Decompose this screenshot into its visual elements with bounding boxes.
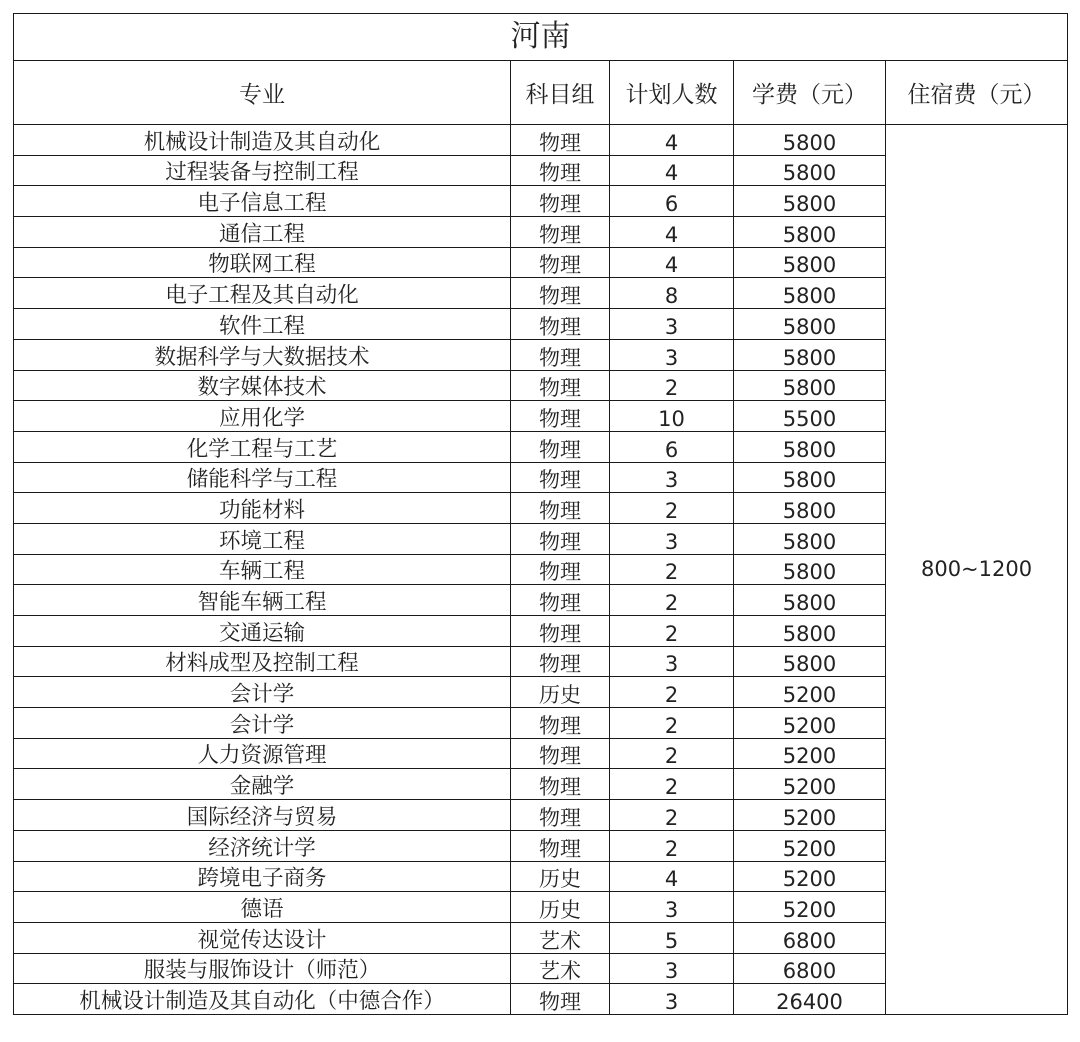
cell-major: 物联网工程 (14, 247, 511, 278)
cell-major: 环境工程 (14, 523, 511, 554)
cell-subject-group: 物理 (511, 217, 610, 248)
cell-subject-group: 物理 (511, 155, 610, 186)
cell-tuition: 5800 (734, 247, 886, 278)
cell-planned-count: 2 (610, 370, 734, 401)
cell-planned-count: 2 (610, 677, 734, 708)
cell-tuition: 26400 (734, 984, 886, 1015)
cell-major: 化学工程与工艺 (14, 431, 511, 462)
cell-subject-group: 物理 (511, 309, 610, 340)
cell-planned-count: 10 (610, 401, 734, 432)
header-row (14, 61, 1068, 125)
cell-planned-count: 4 (610, 247, 734, 278)
cell-dorm-fee: 800~1200 (886, 125, 1068, 1015)
cell-subject-group: 物理 (511, 585, 610, 616)
cell-planned-count: 3 (610, 339, 734, 370)
cell-major: 应用化学 (14, 401, 511, 432)
cell-planned-count: 6 (610, 431, 734, 462)
cell-subject-group: 物理 (511, 370, 610, 401)
cell-major: 软件工程 (14, 309, 511, 340)
cell-major: 智能车辆工程 (14, 585, 511, 616)
cell-subject-group: 物理 (511, 646, 610, 677)
cell-major: 视觉传达设计 (14, 922, 511, 953)
header-major: 专业 (14, 61, 511, 125)
table-title: 河南 (14, 14, 1068, 61)
cell-planned-count: 4 (610, 861, 734, 892)
cell-subject-group: 物理 (511, 523, 610, 554)
cell-planned-count: 6 (610, 186, 734, 217)
cell-major: 储能科学与工程 (14, 462, 511, 493)
cell-tuition: 5800 (734, 462, 886, 493)
cell-subject-group: 物理 (511, 462, 610, 493)
cell-major: 数据科学与大数据技术 (14, 339, 511, 370)
cell-planned-count: 5 (610, 922, 734, 953)
cell-subject-group: 物理 (511, 186, 610, 217)
cell-tuition: 5200 (734, 708, 886, 739)
cell-planned-count: 2 (610, 493, 734, 524)
cell-subject-group: 物理 (511, 738, 610, 769)
cell-subject-group: 艺术 (511, 953, 610, 984)
header-subject-group: 科目组 (511, 61, 610, 125)
cell-tuition: 5800 (734, 616, 886, 647)
cell-major: 会计学 (14, 677, 511, 708)
cell-subject-group: 物理 (511, 830, 610, 861)
cell-major: 功能材料 (14, 493, 511, 524)
cell-planned-count: 8 (610, 278, 734, 309)
cell-tuition: 5800 (734, 646, 886, 677)
cell-planned-count: 4 (610, 217, 734, 248)
cell-major: 机械设计制造及其自动化（中德合作） (14, 984, 511, 1015)
cell-tuition: 5800 (734, 217, 886, 248)
cell-tuition: 5800 (734, 155, 886, 186)
cell-planned-count: 2 (610, 769, 734, 800)
cell-planned-count: 2 (610, 830, 734, 861)
cell-major: 人力资源管理 (14, 738, 511, 769)
admission-plan-table (13, 13, 1068, 1015)
cell-tuition: 5800 (734, 431, 886, 462)
cell-tuition: 6800 (734, 953, 886, 984)
header-planned-count: 计划人数 (610, 61, 734, 125)
cell-planned-count: 4 (610, 155, 734, 186)
cell-subject-group: 物理 (511, 339, 610, 370)
cell-tuition: 5800 (734, 523, 886, 554)
header-tuition: 学费（元） (734, 61, 886, 125)
cell-subject-group: 物理 (511, 493, 610, 524)
cell-planned-count: 2 (610, 616, 734, 647)
cell-major: 电子信息工程 (14, 186, 511, 217)
cell-subject-group: 艺术 (511, 922, 610, 953)
cell-major: 机械设计制造及其自动化 (14, 125, 511, 156)
cell-planned-count: 3 (610, 462, 734, 493)
cell-planned-count: 3 (610, 523, 734, 554)
cell-subject-group: 物理 (511, 125, 610, 156)
cell-tuition: 6800 (734, 922, 886, 953)
cell-subject-group: 物理 (511, 554, 610, 585)
cell-subject-group: 物理 (511, 278, 610, 309)
cell-subject-group: 物理 (511, 984, 610, 1015)
cell-tuition: 5800 (734, 554, 886, 585)
cell-tuition: 5800 (734, 370, 886, 401)
cell-tuition: 5200 (734, 830, 886, 861)
cell-subject-group: 历史 (511, 677, 610, 708)
cell-planned-count: 4 (610, 125, 734, 156)
cell-planned-count: 3 (610, 984, 734, 1015)
cell-subject-group: 历史 (511, 861, 610, 892)
cell-major: 会计学 (14, 708, 511, 739)
cell-planned-count: 2 (610, 554, 734, 585)
cell-planned-count: 3 (610, 309, 734, 340)
cell-tuition: 5800 (734, 585, 886, 616)
header-dorm-fee: 住宿费（元） (886, 61, 1068, 125)
cell-tuition: 5500 (734, 401, 886, 432)
table-body (14, 125, 1068, 1015)
cell-major: 跨境电子商务 (14, 861, 511, 892)
cell-major: 通信工程 (14, 217, 511, 248)
cell-tuition: 5200 (734, 861, 886, 892)
cell-planned-count: 2 (610, 708, 734, 739)
cell-major: 电子工程及其自动化 (14, 278, 511, 309)
cell-major: 交通运输 (14, 616, 511, 647)
cell-planned-count: 2 (610, 800, 734, 831)
cell-major: 经济统计学 (14, 830, 511, 861)
cell-planned-count: 3 (610, 892, 734, 923)
cell-subject-group: 物理 (511, 401, 610, 432)
cell-major: 车辆工程 (14, 554, 511, 585)
cell-tuition: 5800 (734, 278, 886, 309)
cell-major: 数字媒体技术 (14, 370, 511, 401)
cell-tuition: 5800 (734, 186, 886, 217)
cell-tuition: 5800 (734, 309, 886, 340)
cell-major: 金融学 (14, 769, 511, 800)
cell-tuition: 5200 (734, 769, 886, 800)
cell-tuition: 5200 (734, 677, 886, 708)
cell-subject-group: 物理 (511, 708, 610, 739)
cell-subject-group: 物理 (511, 431, 610, 462)
cell-tuition: 5800 (734, 339, 886, 370)
cell-planned-count: 2 (610, 738, 734, 769)
cell-subject-group: 物理 (511, 800, 610, 831)
cell-major: 过程装备与控制工程 (14, 155, 511, 186)
table-row (14, 125, 1068, 156)
cell-major: 德语 (14, 892, 511, 923)
cell-planned-count: 3 (610, 953, 734, 984)
cell-tuition: 5200 (734, 892, 886, 923)
cell-tuition: 5800 (734, 125, 886, 156)
cell-tuition: 5800 (734, 493, 886, 524)
cell-major: 材料成型及控制工程 (14, 646, 511, 677)
cell-major: 服装与服饰设计（师范） (14, 953, 511, 984)
cell-planned-count: 3 (610, 646, 734, 677)
cell-tuition: 5200 (734, 738, 886, 769)
cell-subject-group: 物理 (511, 247, 610, 278)
cell-subject-group: 物理 (511, 616, 610, 647)
cell-subject-group: 历史 (511, 892, 610, 923)
cell-planned-count: 2 (610, 585, 734, 616)
cell-tuition: 5200 (734, 800, 886, 831)
cell-subject-group: 物理 (511, 769, 610, 800)
cell-major: 国际经济与贸易 (14, 800, 511, 831)
